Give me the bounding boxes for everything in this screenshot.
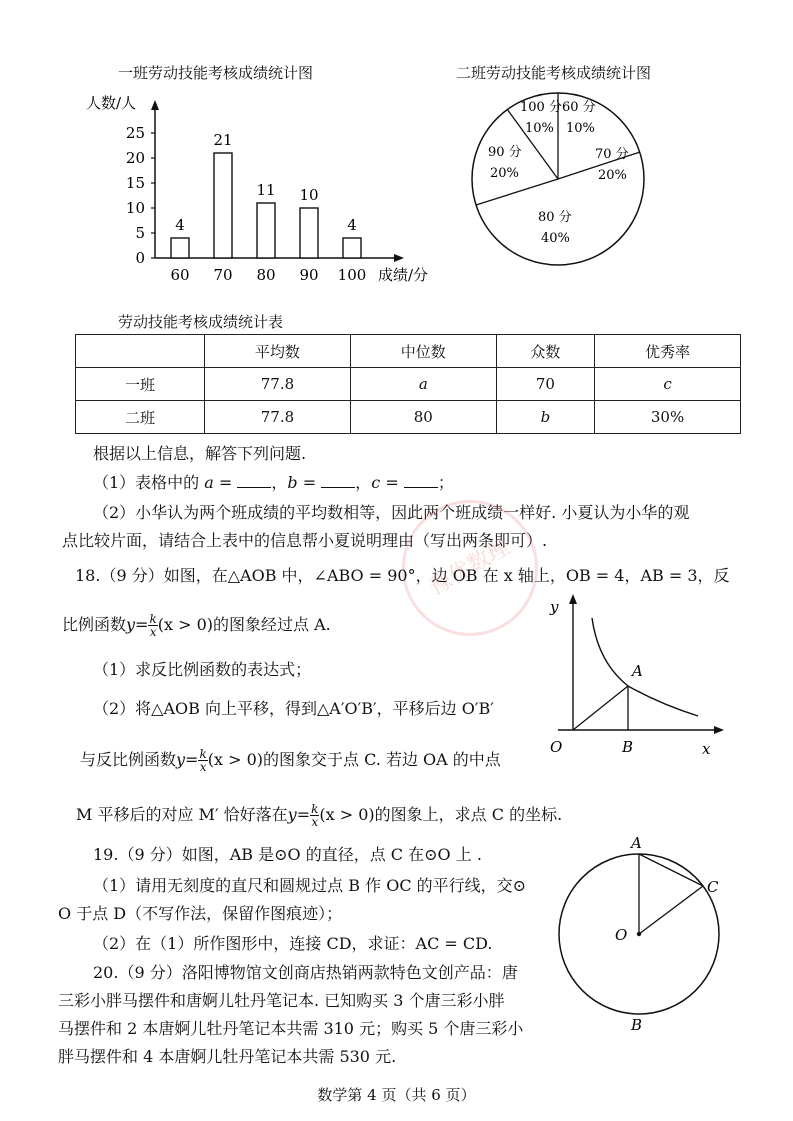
var-b: b xyxy=(287,473,298,492)
pie-label-100: 100 分 xyxy=(520,100,562,115)
label-A: A xyxy=(631,834,642,852)
pie-pct-90: 20% xyxy=(490,166,519,181)
pie-label-80: 80 分 xyxy=(538,210,572,225)
table-header-row xyxy=(76,335,741,368)
table-cell: 80 xyxy=(350,401,496,434)
x-tick-label: 80 xyxy=(256,266,276,284)
table-header: 众数 xyxy=(496,335,594,368)
table-cell: 二班 xyxy=(76,401,205,434)
q18-line5 xyxy=(80,747,501,773)
q19-line1: 19.（9 分）如图，AB 是⊙O 的直径，点 C 在⊙O 上 . xyxy=(93,845,482,864)
q17-part2-line1: （2）小华认为两个班成绩的平均数相等，因此两个班成绩一样好. 小夏认为小华的观 xyxy=(93,503,690,522)
table-cell: 77.8 xyxy=(205,401,351,434)
var-c: c xyxy=(371,473,381,492)
table-header: 平均数 xyxy=(205,335,351,368)
bar-90 xyxy=(300,208,318,258)
y-tick-label: 25 xyxy=(125,124,145,142)
table-cell: 77.8 xyxy=(205,368,351,401)
table-header: 优秀率 xyxy=(595,335,741,368)
bar-value-label: 4 xyxy=(347,216,357,234)
blank-c xyxy=(404,473,438,488)
frac-num: k xyxy=(199,747,207,761)
q18-line4: （2）将△AOB 向上平移，得到△A′O′B′，平移后边 O′B′ xyxy=(93,699,494,718)
q19-line3: O 于点 D（不写作法，保留作图痕迹）； xyxy=(58,904,343,923)
x-tick-label: 70 xyxy=(213,266,233,284)
q18-line3: （1）求反比例函数的表达式； xyxy=(93,660,312,679)
label-B: B xyxy=(622,738,634,756)
label-C: C xyxy=(707,878,719,896)
q18-text: 的图象经过点 A. xyxy=(213,615,331,634)
table-cell: c xyxy=(595,368,741,401)
label-y: y xyxy=(550,598,559,616)
fraction-k-x xyxy=(148,613,157,638)
table-row xyxy=(76,368,741,401)
table-row xyxy=(76,401,741,434)
frac-num: k xyxy=(149,612,157,626)
pie-chart-title: 二班劳动技能考核成绩统计图 xyxy=(456,64,652,82)
table-cell: a xyxy=(350,368,496,401)
table-header xyxy=(76,335,205,368)
q19-line4: （2）在（1）所作图形中，连接 CD，求证：AC = CD. xyxy=(93,934,493,953)
x-tick-label: 90 xyxy=(299,266,319,284)
separator: ， xyxy=(355,473,372,492)
q18-text: 的图象上，求点 C 的坐标. xyxy=(374,805,563,824)
segment-OC xyxy=(639,886,703,934)
q18-text: M 平移后的对应 M′ 恰好落在 xyxy=(76,805,288,824)
q18-line6 xyxy=(76,802,562,828)
separator: ， xyxy=(271,473,288,492)
q18-figure xyxy=(540,592,740,762)
segment-OA xyxy=(573,686,628,730)
pie-pct-80: 40% xyxy=(541,231,570,246)
q18-text: 与反比例函数 xyxy=(80,750,177,769)
fraction-k-x xyxy=(310,803,319,828)
y-tick-label: 10 xyxy=(125,199,145,217)
watermark-stamp: 豫优数理 xyxy=(377,475,563,661)
stats-table xyxy=(75,334,741,434)
domain-cond: (x > 0) xyxy=(319,805,375,824)
q18-text: 比例函数 xyxy=(62,615,127,634)
func-y: y= xyxy=(176,750,199,769)
bar-value-label: 4 xyxy=(175,216,185,234)
bar-chart xyxy=(80,88,460,288)
domain-cond: (x > 0) xyxy=(207,750,264,769)
pie-chart xyxy=(470,88,650,268)
func-y: y= xyxy=(126,615,149,634)
bar-ylabel: 人数/人 xyxy=(86,94,137,112)
table-cell: b xyxy=(496,401,594,434)
y-axis-arrow xyxy=(569,594,577,604)
x-axis-arrow xyxy=(394,254,404,262)
q17-part1-text: （1）表格中的 xyxy=(93,473,205,492)
label-O: O xyxy=(615,926,628,944)
fraction-k-x xyxy=(198,748,207,773)
label-B: B xyxy=(631,1016,643,1034)
table-header: 中位数 xyxy=(350,335,496,368)
bar-chart-title: 一班劳动技能考核成绩统计图 xyxy=(118,64,314,82)
domain-cond: (x > 0) xyxy=(157,615,214,634)
q20-line1: 20.（9 分）洛阳博物馆文创商店热销两款特色文创产品：唐 xyxy=(93,963,518,982)
frac-den: x xyxy=(149,625,157,639)
label-x: x xyxy=(702,740,711,758)
q17-part1 xyxy=(93,470,454,493)
q19-line2: （1）请用无刻度的直尺和圆规过点 B 作 OC 的平行线，交⊙ xyxy=(93,876,527,895)
q19-figure xyxy=(555,832,745,1037)
equals: = xyxy=(380,473,404,492)
y-tick-label: 0 xyxy=(135,249,145,267)
label-A: A xyxy=(632,662,643,680)
bar-100 xyxy=(343,238,361,258)
semicolon: ； xyxy=(437,473,454,492)
equals: = xyxy=(297,473,322,492)
q18-text: 的图象交于点 C. 若边 OA 的中点 xyxy=(263,750,501,769)
frac-num: k xyxy=(311,802,319,816)
y-tick-label: 20 xyxy=(125,149,145,167)
segment-AC xyxy=(639,854,703,886)
y-tick-label: 5 xyxy=(135,224,145,242)
y-tick-label: 15 xyxy=(125,174,145,192)
bar-70 xyxy=(214,153,232,258)
blank-a xyxy=(237,473,271,488)
table-cell: 一班 xyxy=(76,368,205,401)
page-footer: 数学第 4 页（共 6 页） xyxy=(317,1086,476,1104)
frac-den: x xyxy=(311,815,319,829)
table-cell: 30% xyxy=(595,401,741,434)
pie-label-70: 70 分 xyxy=(595,147,629,162)
bar-xlabel: 成绩/分 xyxy=(378,266,429,284)
bar-60 xyxy=(171,238,189,258)
q18-line2 xyxy=(62,612,331,638)
q20-line4: 胖马摆件和 4 本唐婀儿牡丹笔记本共需 530 元. xyxy=(58,1047,397,1066)
q17-part2-line2: 点比较片面，请结合上表中的信息帮小夏说明理由（写出两条即可）. xyxy=(62,531,548,550)
blank-b xyxy=(321,473,355,488)
x-axis-arrow xyxy=(714,726,724,734)
bar-80 xyxy=(257,203,275,258)
pie-pct-60: 10% xyxy=(566,121,595,136)
pie-pct-100: 10% xyxy=(525,121,554,136)
pie-label-90: 90 分 xyxy=(488,145,522,160)
x-tick-label: 100 xyxy=(337,266,367,284)
table-cell: 70 xyxy=(496,368,594,401)
bar-value-label: 21 xyxy=(213,131,233,149)
q17-intro: 根据以上信息，解答下列问题. xyxy=(93,444,307,463)
pie-divider xyxy=(476,179,558,205)
x-tick-label: 60 xyxy=(170,266,190,284)
pie-label-60: 60 分 xyxy=(562,100,596,115)
pie-pct-70: 20% xyxy=(598,168,627,183)
func-y: y= xyxy=(287,805,311,824)
table-title: 劳动技能考核成绩统计表 xyxy=(118,313,284,331)
label-O: O xyxy=(550,738,563,756)
q20-line3: 马摆件和 2 本唐婀儿牡丹笔记本共需 310 元；购买 5 个唐三彩小 xyxy=(58,1019,524,1038)
q20-line2: 三彩小胖马摆件和唐婀儿牡丹笔记本. 已知购买 3 个唐三彩小胖 xyxy=(58,991,505,1010)
bar-value-label: 11 xyxy=(256,181,276,199)
equals: = xyxy=(213,473,238,492)
y-axis-arrow xyxy=(151,100,159,110)
bar-value-label: 10 xyxy=(299,186,319,204)
center-dot xyxy=(637,932,641,936)
var-a: a xyxy=(204,473,214,492)
q18-line1: 18.（9 分）如图，在△AOB 中，∠ABO = 90°，边 OB 在 x 轴上，OB = 4，AB = 3，反 xyxy=(75,566,730,585)
frac-den: x xyxy=(199,760,207,774)
